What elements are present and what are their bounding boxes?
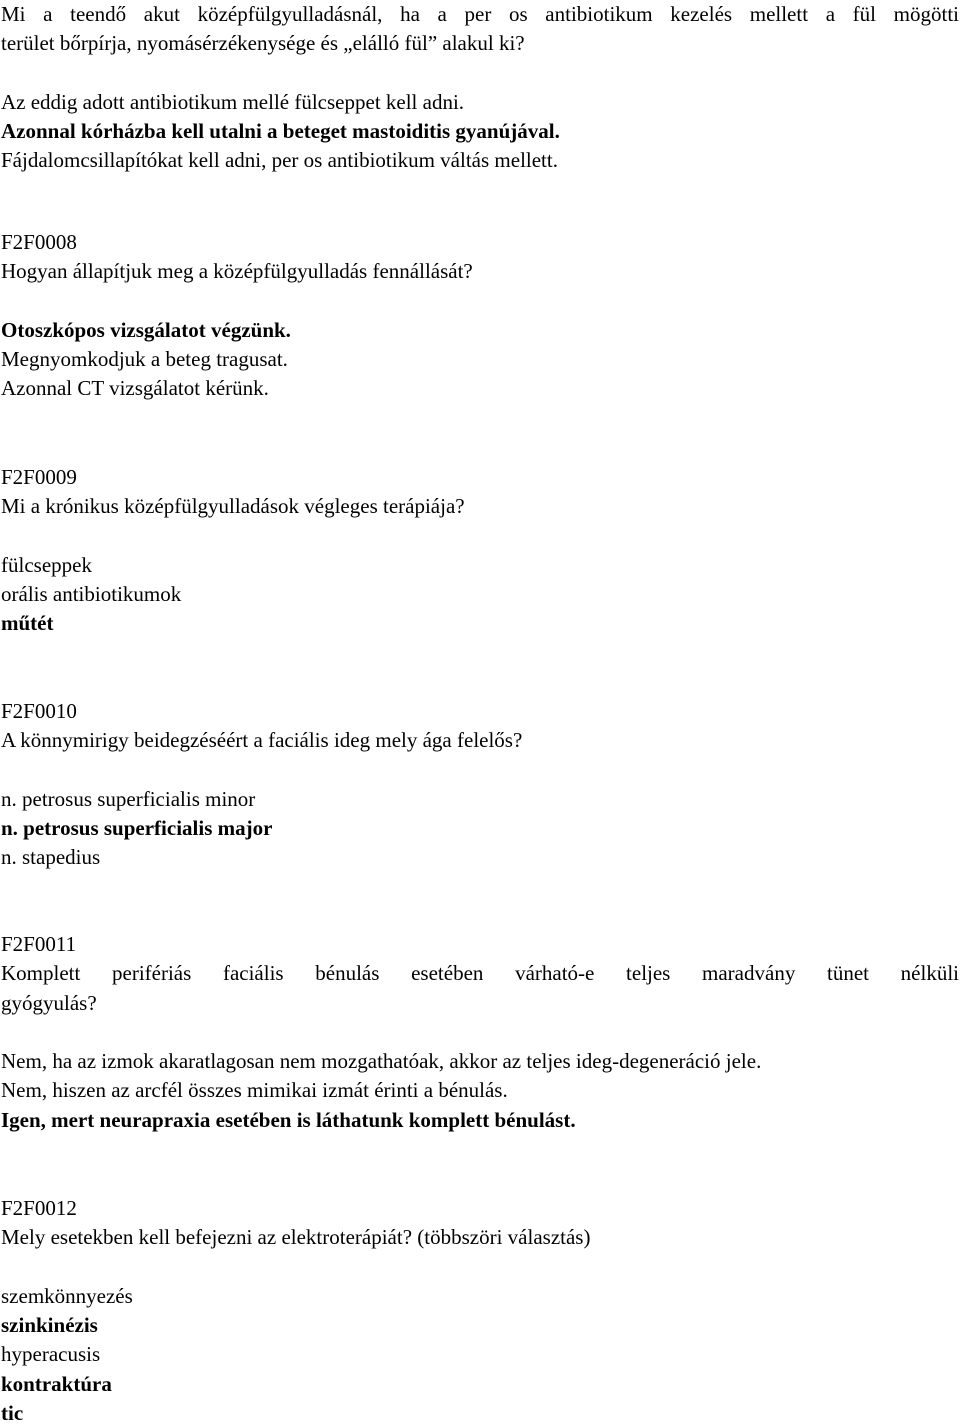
- answer-option-correct: n. petrosus superficialis major: [1, 816, 273, 841]
- spacer: [1, 1018, 959, 1047]
- question-text-line-1: Komplett perifériás faciális bénulás esetében várható-e teljes maradvány tünet nélküli: [1, 961, 959, 986]
- answer-option: orális antibiotikumok: [1, 582, 182, 607]
- answer-option-correct: Igen, mert neurapraxia esetében is láthatunk komplett bénulást.: [1, 1107, 576, 1132]
- question-block-q7: [1, 0, 959, 176]
- question-block-q8: [1, 228, 959, 404]
- answer-option-correct: kontraktúra: [1, 1371, 112, 1396]
- question-text: Hogyan állapítjuk meg a középfülgyulladás fennállását?: [1, 259, 473, 284]
- question-code: F2F0008: [1, 230, 77, 254]
- answer-option: Nem, ha az izmok akaratlagosan nem mozgathatóak, akkor az teljes ideg-degeneráció jele.: [1, 1049, 762, 1074]
- question-code: F2F0009: [1, 465, 77, 489]
- answer-option: n. stapedius: [1, 845, 101, 870]
- question-block-q11: [1, 930, 959, 1135]
- question-code: F2F0010: [1, 699, 77, 723]
- answer-option: Az eddig adott antibiotikum mellé fülcseppet kell adni.: [1, 89, 465, 114]
- spacer: [1, 756, 959, 785]
- answer-option: szemkönnyezés: [1, 1283, 133, 1308]
- question-block-q9: [1, 463, 959, 639]
- answer-option: hyperacusis: [1, 1342, 101, 1367]
- question-text-line-2: gyógyulás?: [1, 990, 97, 1015]
- answer-option-correct: szinkinézis: [1, 1313, 98, 1338]
- answer-option-correct: Otoszkópos vizsgálatot végzünk.: [1, 317, 291, 342]
- question-text: Mely esetekben kell befejezni az elektroterápiát? (többszöri választás): [1, 1225, 591, 1250]
- question-text-line-2: terület bőrpírja, nyomásérzékenysége és „elálló fül” alakul ki?: [1, 31, 525, 56]
- question-text: A könnymirigy beidegzéséért a faciális ideg mely ága felelős?: [1, 728, 523, 753]
- answer-option-correct: tic: [1, 1401, 24, 1426]
- spacer: [1, 59, 959, 88]
- spacer: [1, 522, 959, 551]
- question-block-q12: [1, 1194, 959, 1428]
- answer-option: Megnyomkodjuk a beteg tragusat.: [1, 347, 288, 372]
- answer-option-correct: műtét: [1, 611, 54, 636]
- question-block-q10: [1, 697, 959, 873]
- question-text: Mi a krónikus középfülgyulladások végleges terápiája?: [1, 494, 465, 519]
- question-text-line-1: Mi a teendő akut középfülgyulladásnál, ha a per os antibiotikum kezelés mellett a fül mögötti: [1, 2, 959, 26]
- spacer: [1, 287, 959, 316]
- answer-option: Fájdalomcsillapítókat kell adni, per os antibiotikum váltás mellett.: [1, 148, 558, 173]
- answer-option: fülcseppek: [1, 552, 92, 577]
- spacer: [1, 1253, 959, 1282]
- question-code: F2F0011: [1, 932, 77, 956]
- answer-option: Nem, hiszen az arcfél összes mimikai izmát érinti a bénulás.: [1, 1078, 508, 1103]
- question-code: F2F0012: [1, 1196, 77, 1220]
- answer-option: Azonnal CT vizsgálatot kérünk.: [1, 376, 269, 401]
- answer-option-correct: Azonnal kórházba kell utalni a beteget mastoiditis gyanújával.: [1, 119, 560, 144]
- answer-option: n. petrosus superficialis minor: [1, 786, 256, 811]
